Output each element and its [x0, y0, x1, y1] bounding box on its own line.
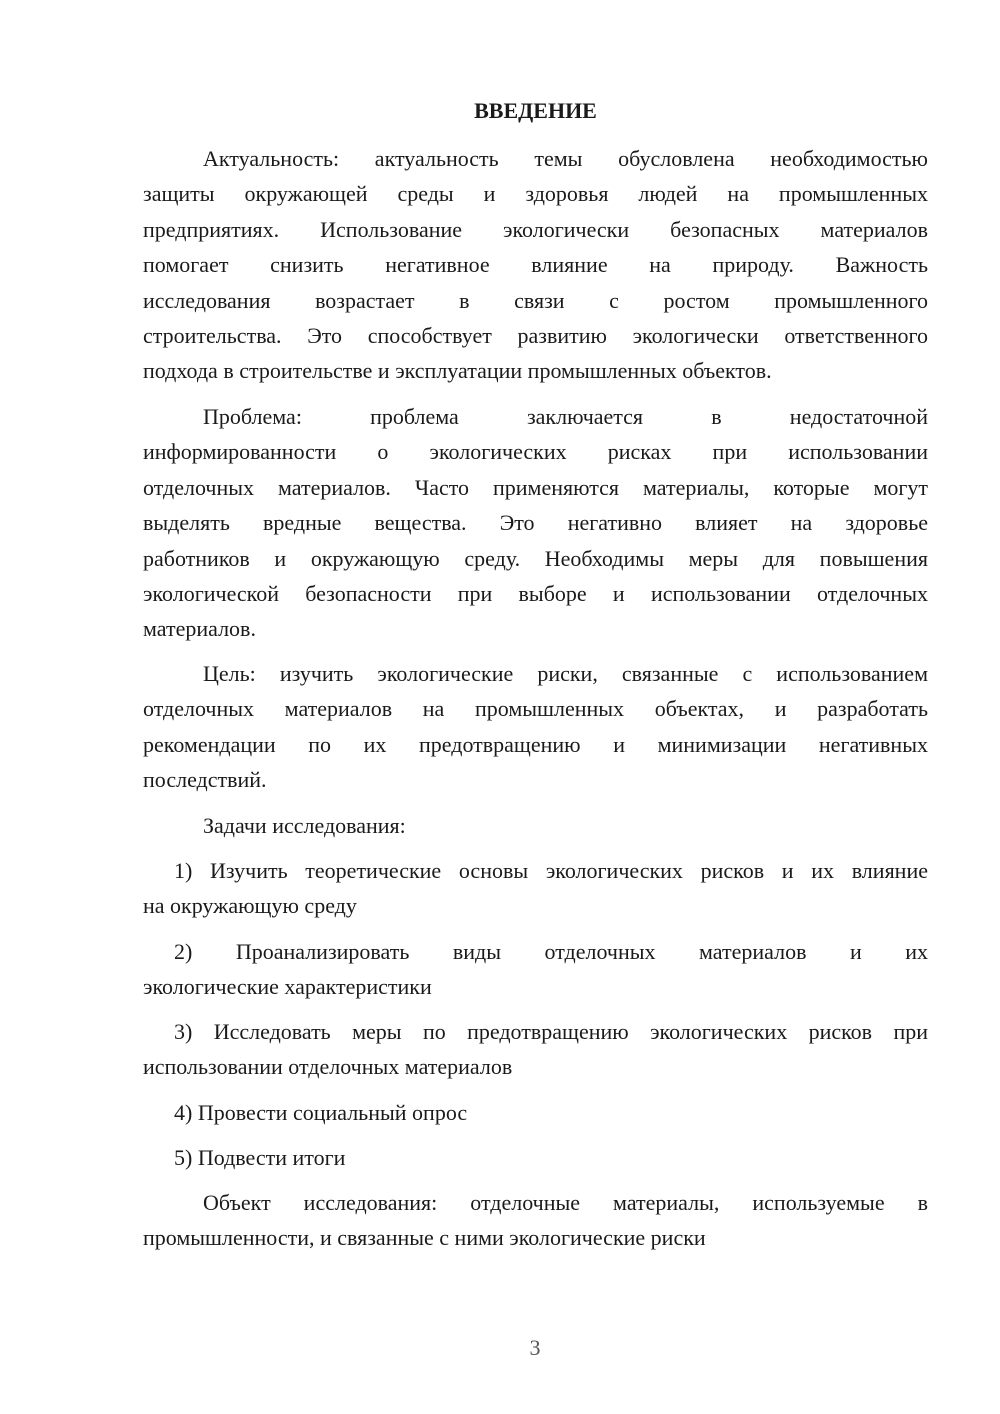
- text-line: 1) Изучить теоретические основы экологических рисков и их влияние: [174, 858, 928, 883]
- text-line: 3) Исследовать меры по предотвращению экологических рисков при: [174, 1019, 928, 1044]
- text-line: подхода в строительстве и эксплуатации промышленных объектов.: [143, 358, 772, 384]
- paragraph-goal: [143, 656, 928, 798]
- text-line: помогает снизить негативное влияние на природу. Важность: [143, 252, 928, 278]
- text-line: Актуальность: актуальность темы обусловлена необходимостью: [203, 146, 928, 171]
- text-line: информированности о экологических рисках при использовании: [143, 439, 928, 465]
- text-line: экологической безопасности при выборе и использовании отделочных: [143, 580, 928, 606]
- text-line: 5) Подвести итоги: [174, 1145, 346, 1170]
- text-line: исследования возрастает в связи с ростом промышленного: [143, 287, 928, 313]
- paragraph-research-object: [143, 1185, 928, 1256]
- text-line: материалов.: [143, 616, 256, 642]
- text-line: на окружающую среду: [143, 893, 357, 919]
- text-line: 2) Проанализировать виды отделочных материалов и их: [174, 939, 928, 964]
- text-line: Объект исследования: отделочные материалы, используемые в: [203, 1190, 928, 1215]
- task-item-5: [143, 1140, 928, 1175]
- text-line: рекомендации по их предотвращению и минимизации негативных: [143, 731, 928, 757]
- paragraph-relevance: [143, 141, 928, 389]
- text-line: использовании отделочных материалов: [143, 1054, 513, 1080]
- page-number: 3: [529, 1335, 541, 1360]
- text-line: промышленности, и связанные с ними экологические риски: [143, 1225, 706, 1251]
- text-line: отделочных материалов на промышленных объектах, и разработать: [143, 696, 928, 722]
- text-line: отделочных материалов. Часто применяются материалы, которые могут: [143, 474, 928, 500]
- text-line: защиты окружающей среды и здоровья людей на промышленных: [143, 181, 928, 207]
- text-line: выделять вредные вещества. Это негативно влияет на здоровье: [143, 510, 928, 536]
- task-item-4: [143, 1095, 928, 1130]
- text-line: последствий.: [143, 767, 267, 793]
- tasks-heading: [143, 808, 928, 843]
- text-line: 4) Провести социальный опрос: [174, 1100, 468, 1125]
- task-item-3: [143, 1014, 928, 1085]
- text-line: работников и окружающую среду. Необходимы меры для повышения: [143, 545, 928, 571]
- text-line: Цель: изучить экологические риски, связанные с использованием: [203, 661, 928, 686]
- text-line: Задачи исследования:: [203, 813, 406, 838]
- paragraph-problem: [143, 399, 928, 647]
- text-line: Проблема: проблема заключается в недостаточной: [203, 404, 928, 429]
- task-item-1: [143, 853, 928, 924]
- text-line: строительства. Это способствует развитию экологически ответственного: [143, 322, 928, 348]
- section-title: ВВЕДЕНИЕ: [474, 98, 597, 123]
- task-item-2: [143, 934, 928, 1005]
- text-line: предприятиях. Использование экологически безопасных материалов: [143, 216, 928, 242]
- text-line: экологические характеристики: [143, 974, 432, 1000]
